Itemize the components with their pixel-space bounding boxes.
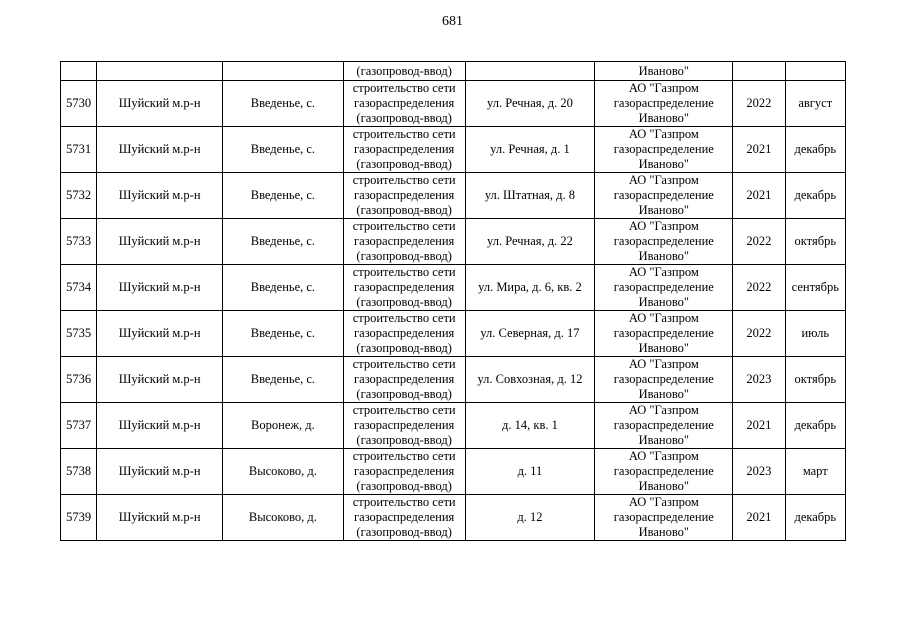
- cell-work-line: строительство сети: [352, 495, 456, 509]
- cell-locality: Введенье, с.: [223, 311, 344, 357]
- cell-district: Шуйский м.р-н: [97, 81, 223, 127]
- cell-operator-line: АО "Газпром: [628, 127, 699, 141]
- cell-address: [465, 62, 595, 81]
- cell-address: ул. Северная, д. 17: [465, 311, 595, 357]
- cell-num: 5731: [61, 127, 97, 173]
- cell-work: [343, 127, 465, 173]
- cell-month: март: [785, 449, 845, 495]
- cell-work: [343, 265, 465, 311]
- cell-operator-line: АО "Газпром: [628, 81, 699, 95]
- cell-operator-line: газораспределение: [613, 418, 714, 432]
- cell-work-line: (газопровод-ввод): [356, 295, 452, 309]
- cell-work-line: (газопровод-ввод): [356, 157, 452, 171]
- cell-work-line: строительство сети: [352, 449, 456, 463]
- cell-work: (газопровод-ввод): [343, 62, 465, 81]
- cell-work: [343, 81, 465, 127]
- cell-year: 2022: [733, 265, 785, 311]
- cell-operator-line: Иваново": [638, 479, 689, 493]
- registry-table: [60, 61, 846, 541]
- cell-district: Шуйский м.р-н: [97, 127, 223, 173]
- cell-work: [343, 449, 465, 495]
- cell-work: [343, 495, 465, 541]
- cell-num: 5738: [61, 449, 97, 495]
- cell-locality: Высоково, д.: [223, 449, 344, 495]
- cell-locality: Воронеж, д.: [223, 403, 344, 449]
- cell-operator-line: Иваново": [638, 157, 689, 171]
- cell-work-line: (газопровод-ввод): [356, 433, 452, 447]
- cell-operator-line: Иваново": [638, 203, 689, 217]
- cell-work-line: газораспределения: [354, 142, 455, 156]
- cell-operator-line: газораспределение: [613, 96, 714, 110]
- cell-work-line: строительство сети: [352, 265, 456, 279]
- cell-operator-line: Иваново": [638, 387, 689, 401]
- cell-work-line: строительство сети: [352, 173, 456, 187]
- cell-operator-line: АО "Газпром: [628, 403, 699, 417]
- cell-month: август: [785, 81, 845, 127]
- cell-operator-line: АО "Газпром: [628, 173, 699, 187]
- cell-district: Шуйский м.р-н: [97, 311, 223, 357]
- cell-operator-line: газораспределение: [613, 188, 714, 202]
- table-row: [61, 449, 846, 495]
- cell-operator-line: газораспределение: [613, 234, 714, 248]
- cell-work-line: (газопровод-ввод): [356, 525, 452, 539]
- cell-operator-line: газораспределение: [613, 510, 714, 524]
- cell-operator-line: АО "Газпром: [628, 311, 699, 325]
- cell-work-line: газораспределения: [354, 234, 455, 248]
- cell-operator-line: Иваново": [638, 341, 689, 355]
- cell-work-line: строительство сети: [352, 219, 456, 233]
- cell-address: д. 12: [465, 495, 595, 541]
- cell-operator-line: Иваново": [638, 111, 689, 125]
- cell-locality: Введенье, с.: [223, 265, 344, 311]
- cell-district: Шуйский м.р-н: [97, 219, 223, 265]
- table-row: [61, 403, 846, 449]
- cell-num: 5735: [61, 311, 97, 357]
- cell-work-line: (газопровод-ввод): [356, 203, 452, 217]
- cell-operator: [595, 219, 733, 265]
- cell-month: декабрь: [785, 403, 845, 449]
- cell-work-line: (газопровод-ввод): [356, 249, 452, 263]
- cell-operator-line: АО "Газпром: [628, 219, 699, 233]
- cell-num: 5734: [61, 265, 97, 311]
- cell-month: [785, 62, 845, 81]
- cell-work-line: строительство сети: [352, 403, 456, 417]
- cell-num: 5736: [61, 357, 97, 403]
- cell-year: 2022: [733, 81, 785, 127]
- cell-operator-line: Иваново": [638, 433, 689, 447]
- cell-district: Шуйский м.р-н: [97, 173, 223, 219]
- cell-operator-line: газораспределение: [613, 142, 714, 156]
- cell-num: 5730: [61, 81, 97, 127]
- cell-num: [61, 62, 97, 81]
- cell-work: [343, 173, 465, 219]
- registry-table-body: [61, 62, 846, 541]
- cell-operator: [595, 495, 733, 541]
- cell-work: [343, 219, 465, 265]
- cell-address: д. 14, кв. 1: [465, 403, 595, 449]
- cell-year: 2021: [733, 403, 785, 449]
- cell-locality: Введенье, с.: [223, 219, 344, 265]
- cell-work-line: газораспределения: [354, 96, 455, 110]
- cell-month: сентябрь: [785, 265, 845, 311]
- cell-work-line: строительство сети: [352, 357, 456, 371]
- page-number: 681: [442, 14, 463, 29]
- cell-work-line: (газопровод-ввод): [356, 479, 452, 493]
- cell-locality: Введенье, с.: [223, 81, 344, 127]
- cell-year: 2021: [733, 127, 785, 173]
- cell-work-line: (газопровод-ввод): [356, 387, 452, 401]
- cell-work-line: газораспределения: [354, 418, 455, 432]
- cell-month: октябрь: [785, 357, 845, 403]
- cell-month: декабрь: [785, 127, 845, 173]
- cell-locality: [223, 62, 344, 81]
- cell-work-line: строительство сети: [352, 127, 456, 141]
- cell-work-line: газораспределения: [354, 280, 455, 294]
- cell-work-line: (газопровод-ввод): [356, 341, 452, 355]
- table-row: [61, 311, 846, 357]
- cell-year: 2021: [733, 495, 785, 541]
- cell-address: д. 11: [465, 449, 595, 495]
- cell-work-line: газораспределения: [354, 464, 455, 478]
- cell-work-line: газораспределения: [354, 372, 455, 386]
- table-row: [61, 127, 846, 173]
- cell-address: ул. Мира, д. 6, кв. 2: [465, 265, 595, 311]
- cell-district: Шуйский м.р-н: [97, 357, 223, 403]
- cell-month: октябрь: [785, 219, 845, 265]
- cell-address: ул. Штатная, д. 8: [465, 173, 595, 219]
- table-row: [61, 495, 846, 541]
- table-row: [61, 219, 846, 265]
- cell-year: [733, 62, 785, 81]
- cell-operator: [595, 449, 733, 495]
- cell-locality: Введенье, с.: [223, 127, 344, 173]
- cell-operator-line: газораспределение: [613, 372, 714, 386]
- cell-num: 5733: [61, 219, 97, 265]
- cell-district: [97, 62, 223, 81]
- cell-district: Шуйский м.р-н: [97, 265, 223, 311]
- cell-locality: Введенье, с.: [223, 173, 344, 219]
- cell-address: ул. Речная, д. 22: [465, 219, 595, 265]
- cell-work: [343, 311, 465, 357]
- cell-operator: Иваново": [595, 62, 733, 81]
- cell-address: ул. Речная, д. 1: [465, 127, 595, 173]
- cell-operator: [595, 127, 733, 173]
- cell-operator-line: газораспределение: [613, 280, 714, 294]
- cell-locality: Высоково, д.: [223, 495, 344, 541]
- cell-num: 5739: [61, 495, 97, 541]
- cell-work-line: газораспределения: [354, 188, 455, 202]
- cell-operator: [595, 311, 733, 357]
- cell-work-line: газораспределения: [354, 326, 455, 340]
- cell-operator-line: АО "Газпром: [628, 495, 699, 509]
- cell-operator-line: АО "Газпром: [628, 265, 699, 279]
- cell-work-line: строительство сети: [352, 311, 456, 325]
- cell-operator-line: АО "Газпром: [628, 357, 699, 371]
- cell-address: ул. Совхозная, д. 12: [465, 357, 595, 403]
- cell-operator-line: газораспределение: [613, 326, 714, 340]
- cell-year: 2022: [733, 311, 785, 357]
- cell-work-line: строительство сети: [352, 81, 456, 95]
- cell-district: Шуйский м.р-н: [97, 403, 223, 449]
- cell-year: 2023: [733, 357, 785, 403]
- cell-month: декабрь: [785, 495, 845, 541]
- table-row: [61, 173, 846, 219]
- cell-operator: [595, 81, 733, 127]
- cell-district: Шуйский м.р-н: [97, 449, 223, 495]
- cell-month: июль: [785, 311, 845, 357]
- table-row: [61, 265, 846, 311]
- cell-operator: [595, 403, 733, 449]
- cell-month: декабрь: [785, 173, 845, 219]
- cell-work-line: газораспределения: [354, 510, 455, 524]
- cell-address: ул. Речная, д. 20: [465, 81, 595, 127]
- cell-district: Шуйский м.р-н: [97, 495, 223, 541]
- cell-operator-line: Иваново": [638, 249, 689, 263]
- cell-operator: [595, 357, 733, 403]
- cell-work: [343, 357, 465, 403]
- cell-operator-line: АО "Газпром: [628, 449, 699, 463]
- cell-operator-line: газораспределение: [613, 464, 714, 478]
- cell-work: [343, 403, 465, 449]
- cell-work-line: (газопровод-ввод): [356, 111, 452, 125]
- cell-locality: Введенье, с.: [223, 357, 344, 403]
- cell-year: 2022: [733, 219, 785, 265]
- table-row: [61, 81, 846, 127]
- cell-operator-line: Иваново": [638, 295, 689, 309]
- table-row: [61, 357, 846, 403]
- cell-operator: [595, 173, 733, 219]
- continuation-row: [61, 62, 846, 81]
- cell-num: 5737: [61, 403, 97, 449]
- cell-year: 2023: [733, 449, 785, 495]
- cell-num: 5732: [61, 173, 97, 219]
- cell-year: 2021: [733, 173, 785, 219]
- cell-operator-line: Иваново": [638, 525, 689, 539]
- cell-operator: [595, 265, 733, 311]
